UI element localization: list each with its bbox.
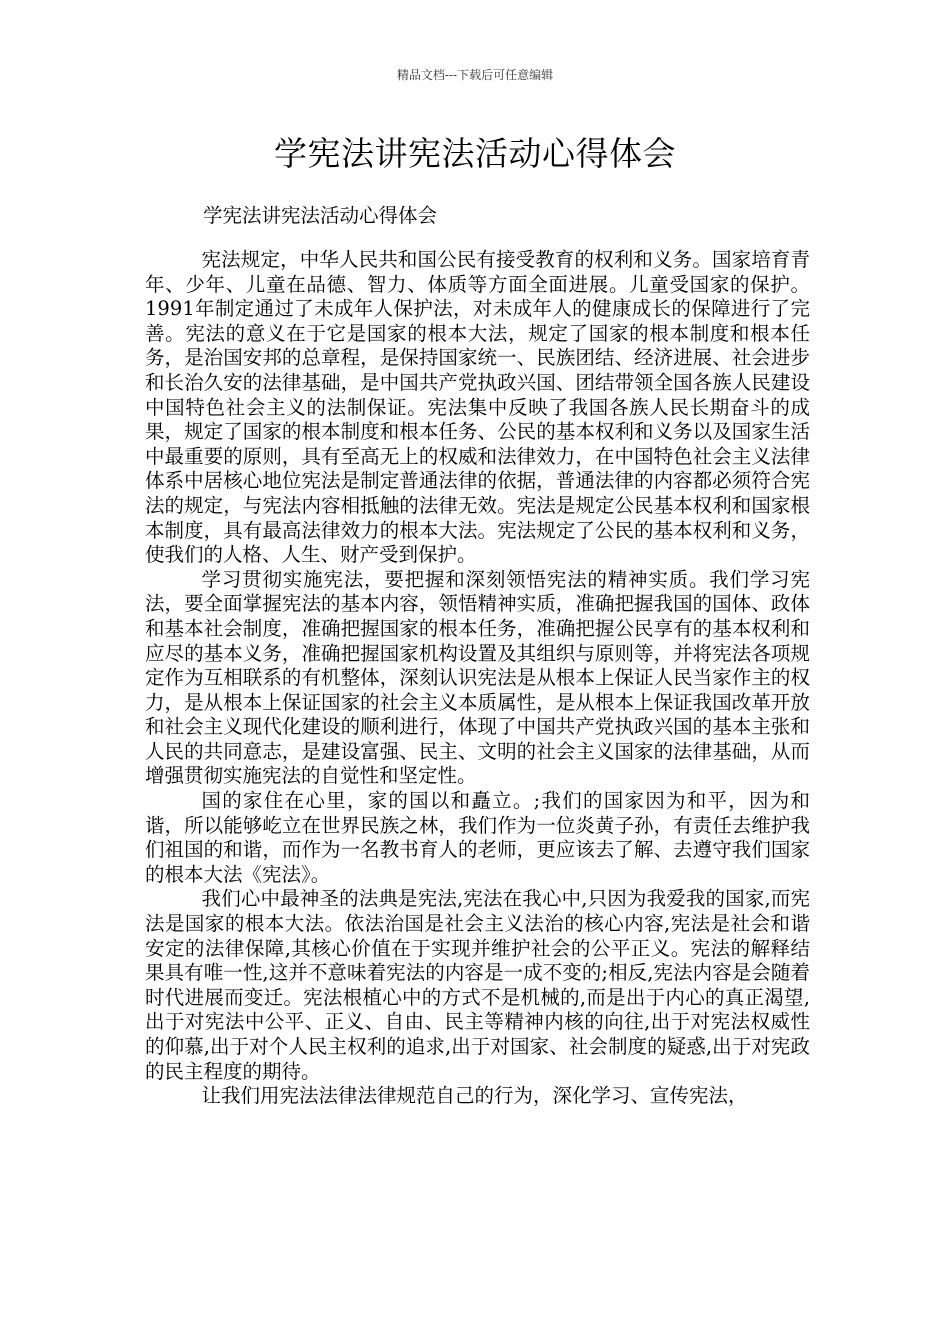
paragraph-1: 宪法规定，中华人民共和国公民有接受教育的权利和义务。国家培育青年、少年、儿童在品德、智力、体质等方面全面进展。儿童受国家的保护。1991年制定通过了未成年人保护法，对未成年人的健康成长的保障进行了完善。宪法的意义在于它是国家的根本大法，规定了国家的根本制度和根本任务，是治国安邦的总章程，是保持国家统一、民族团结、经济进展、社会进步和长治久安的法律基础，是中国共产党执政兴国、团结带领全国各族人民建设中国特色社会主义的法制保证。宪法集中反映了我国各族人民长期奋斗的成果，规定了国家的根本制度和根本任务、公民的基本权利和义务以及国家生活中最重要的原则，具有至高无上的权威和法律效力，在中国特色社会主义法律体系中居核心地位宪法是制定普通法律的依据，普通法律的内容都必须符合宪法的规定，与宪法内容相抵触的法律无效。宪法是规定公民基本权利和国家根本制度，具有最高法律效力的根本大法。宪法规定了公民的基本权利和义务，使我们的人格、人生、财产受到保护。: [145, 248, 810, 567]
page-header-watermark: 精品文档---下载后可任意编辑: [396, 68, 554, 82]
document-title: 学宪法讲宪法活动心得体会: [274, 134, 676, 173]
paragraph-5: 让我们用宪法法律法律规范自己的行为，深化学习、宣传宪法，: [201, 1084, 748, 1108]
paragraph-2: 学习贯彻实施宪法，要把握和深刻领悟宪法的精神实质。我们学习宪法，要全面掌握宪法的基本内容，领悟精神实质，准确把握我国的国体、政体和基本社会制度，准确把握国家的根本任务，准确把握公民享有的基本权利和应尽的基本义务，准确把握国家机构设置及其组织与原则等，并将宪法各项规定作为互相联系的有机整体，深刻认识宪法是从根本上保证人民当家作主的权力，是从根本上保证国家的社会主义本质属性，是从根本上保证我国改革开放和社会主义现代化建设的顺利进行，体现了中国共产党执政兴国的基本主张和人民的共同意志，是建设富强、民主、文明的社会主义国家的法律基础，从而增强贯彻实施宪法的自觉性和坚定性。: [145, 567, 810, 788]
paragraph-4: 我们心中最神圣的法典是宪法,宪法在我心中,只因为我爱我的国家,而宪法是国家的根本大法。依法治国是社会主义法治的核心内容,宪法是社会和谐安定的法律保障,其核心价值在于实现并维护社会的公平正义。宪法的解释结果具有唯一性,这并不意味着宪法的内容是一成不变的;相反,宪法内容是会随着时代进展而变迁。宪法根植心中的方式不是机械的,而是出于内心的真正渴望,出于对宪法中公平、正义、自由、民主等精神内核的向往,出于对宪法权威性的仰慕,出于对个人民主权利的追求,出于对国家、社会制度的疑惑,出于对宪政的民主程度的期待。: [145, 887, 810, 1083]
document-subtitle: 学宪法讲宪法活动心得体会: [203, 204, 438, 227]
document-body: [145, 248, 810, 1109]
paragraph-3: 国的家住在心里，家的国以和矗立。;我们的国家因为和平，因为和谐，所以能够屹立在世界民族之林，我们作为一位炎黄子孙，有责任去维护我们祖国的和谐，而作为一名教书育人的老师，更应该去了解、去遵守我们国家的根本大法《宪法》。: [145, 789, 810, 886]
